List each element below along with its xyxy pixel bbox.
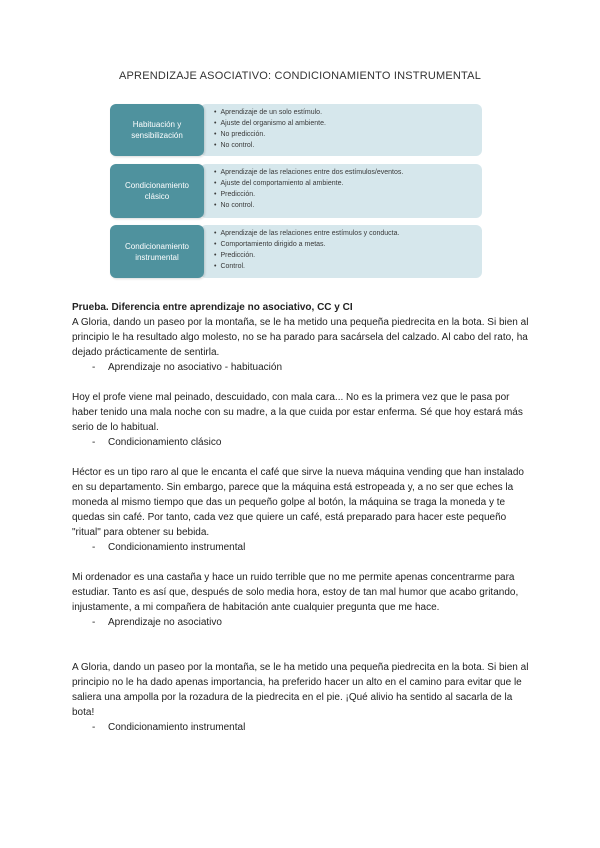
case-answer: - Aprendizaje no asociativo <box>72 615 532 630</box>
row-item: • Predicción. <box>214 189 403 200</box>
case-answer: - Condicionamiento clásico <box>72 435 532 450</box>
case-text: Héctor es un tipo raro al que le encanta el café que sirve la nueva máquina vending que han instalado en su departamento. Sin embargo, parece que la máquina está estropeada y, a no ser que eches la moneda al mismo tiempo que das un pequeño golpe al botón, la máquina se traga la moneda y te quedas sin café. Por tanto, cada vez que quiere un café, está preparado para hacer este pequeño "ritual" para obtener su bebida. <box>72 467 524 538</box>
learning-types-diagram <box>110 104 482 278</box>
row-item: • No predicción. <box>214 129 326 140</box>
row-item: • Comportamiento dirigido a metas. <box>214 239 399 250</box>
row-label: Condicionamiento instrumental <box>110 225 204 278</box>
case-text: Hoy el profe viene mal peinado, descuidado, con mala cara... No es la primera vez que le pasa por haber tenido una mala noche con su madre, a la que cuida por estar enferma. Sé que hoy estará más serio de lo habitual. <box>72 392 523 433</box>
row-label: Condicionamiento clásico <box>110 164 204 218</box>
row-item: • Predicción. <box>214 250 399 261</box>
case-text: A Gloria, dando un paseo por la montaña, se le ha metido una pequeña piedrecita en la bota. Si bien al principio le ha resultado algo molesto, no se ha parado para sacársela del calzado. Al cabo del rato, ha dejado prácticamente de sentirla. <box>72 317 529 358</box>
row-items <box>214 167 403 211</box>
diagram-row-classical <box>110 164 482 218</box>
row-label: Habituación y sensibilización <box>110 104 204 156</box>
row-item: • Ajuste del organismo al ambiente. <box>214 118 326 129</box>
row-item: • Aprendizaje de las relaciones entre estímulos y conducta. <box>214 228 399 239</box>
section-heading: Prueba. Diferencia entre aprendizaje no asociativo, CC y CI <box>72 302 353 313</box>
exercise-content <box>72 300 532 735</box>
row-item: • Aprendizaje de las relaciones entre dos estímulos/eventos. <box>214 167 403 178</box>
case-answer: - Condicionamiento instrumental <box>72 720 532 735</box>
row-item: • Aprendizaje de un solo estímulo. <box>214 107 326 118</box>
diagram-row-instrumental <box>110 225 482 278</box>
case-text: Mi ordenador es una castaña y hace un ruido terrible que no me permite apenas concentrarme para estudiar. Tanto es así que, después de solo media hora, estoy de tan mal humor que acabo gritando, injustamente, a mi compañera de habitación ante cualquier pregunta que me hace. <box>72 572 519 613</box>
row-item: • No control. <box>214 200 403 211</box>
page-title: APRENDIZAJE ASOCIATIVO: CONDICIONAMIENTO INSTRUMENTAL <box>118 70 482 82</box>
case-answer: - Aprendizaje no asociativo - habituación <box>72 360 532 375</box>
row-item: • Ajuste del comportamiento al ambiente. <box>214 178 403 189</box>
row-items <box>214 107 326 151</box>
row-items <box>214 228 399 272</box>
diagram-row-habituation <box>110 104 482 156</box>
case-answer: - Condicionamiento instrumental <box>72 540 532 555</box>
row-item: • No control. <box>214 140 326 151</box>
row-item: • Control. <box>214 261 399 272</box>
case-text: A Gloria, dando un paseo por la montaña, se le ha metido una pequeña piedrecita en la bota. Si bien al principio no le ha dado apenas importancia, ha preferido hacer un alto en el camino para evitar que le saliera una ampolla por la rozadura de la piedrecita en el pie. ¡Qué alivio ha sentido al sacarla de la bota! <box>72 662 529 718</box>
